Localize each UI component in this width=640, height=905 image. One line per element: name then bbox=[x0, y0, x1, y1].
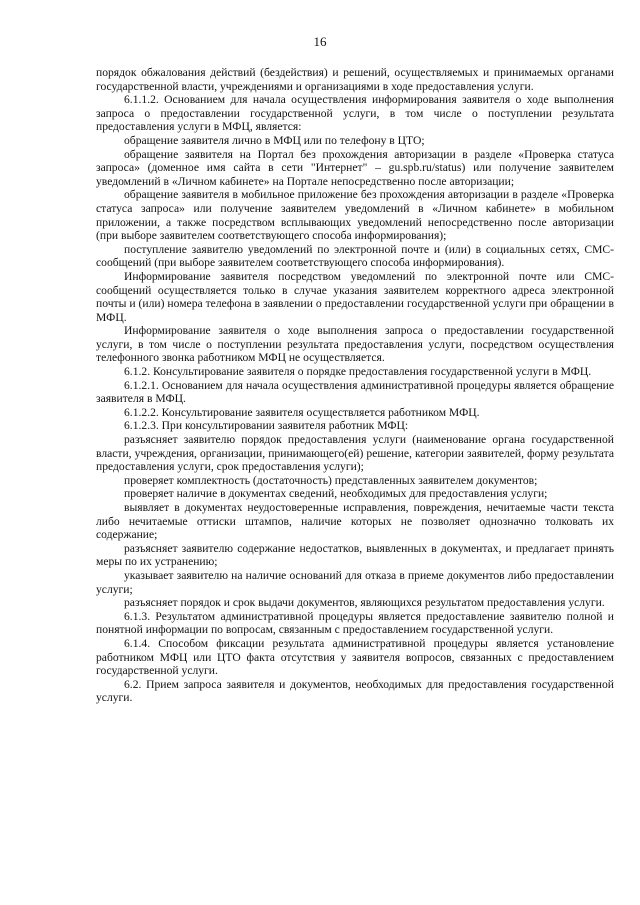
paragraph: выявляет в документах неудостоверенные исправления, повреждения, нечитаемые части текста либо нечитаемые оттиски штампов, наличие которых не позволяет однозначно толковать их содержание; bbox=[96, 501, 614, 542]
paragraph: Информирование заявителя о ходе выполнения запроса о предоставлении государственной услуги, в том числе о поступлении результата предоставления услуги, посредством осуществления телефонного звонка работником МФЦ не осуществляется. bbox=[96, 324, 614, 365]
paragraph: разъясняет заявителю содержание недостатков, выявленных в документах, и предлагает принять меры по их устранению; bbox=[96, 541, 614, 569]
paragraph: 6.1.1.2. Основанием для начала осуществления информирования заявителя о ходе выполнения запроса о предоставлении государственной услуги, в том числе о поступлении результата предоставления услуги в МФЦ, является: bbox=[96, 93, 614, 134]
page-number: 16 bbox=[313, 34, 327, 49]
paragraph: 6.1.2.3. При консультировании заявителя работник МФЦ: bbox=[124, 419, 409, 433]
paragraph: Информирование заявителя посредством уведомлений по электронной почте или СМС-сообщений осуществляется только в случае указания заявителем корректного адреса электронной почты и (или) номера телефона в заявлении о предоставлении государственной услуги при обращении в МФЦ. bbox=[96, 269, 614, 324]
paragraph: 6.1.4. Способом фиксации результата административной процедуры является установление работником МФЦ или ЦТО факта отсутствия у заявителя вопросов, связанных с предоставлением государственной услуги. bbox=[96, 636, 614, 678]
paragraph: обращение заявителя в мобильное приложение без прохождения авторизации в разделе «Проверка статуса запроса» или получение заявителем уведомлений в «Личном кабинете» в мобильном приложении, а также посредством всплывающих уведомлений непосредственно после авторизации (при выборе заявителем соответствующего способа информирования); bbox=[96, 188, 614, 243]
paragraph: 6.1.2. Консультирование заявителя о порядке предоставления государственной услуги в МФЦ. bbox=[124, 365, 592, 379]
paragraph: разъясняет порядок и срок выдачи документов, являющихся результатом предоставления услуги. bbox=[124, 596, 605, 610]
paragraph: проверяет комплектность (достаточность) представленных заявителем документов; bbox=[124, 473, 538, 487]
paragraph: поступление заявителю уведомлений по электронной почте и (или) в социальных сетях, СМС-сообщений (при выборе заявителем соответствующего способа информирования). bbox=[96, 242, 614, 270]
paragraph: порядок обжалования действий (бездействия) и решений, осуществляемых и принимаемых органами государственной власти, учреждениями и организациями в ходе предоставления услуги. bbox=[96, 66, 614, 93]
paragraph: 6.1.3. Результатом административной процедуры является предоставление заявителю полной и понятной информации по вопросам, связанным с предоставлением государственной услуги. bbox=[96, 609, 614, 637]
paragraph: разъясняет заявителю порядок предоставления услуги (наименование органа государственной власти, учреждения, организации, принимающего(ей) решение, категории заявителей, форму результата предоставления услуги, срок предоставления услуги); bbox=[96, 433, 614, 474]
paragraph: 6.1.2.1. Основанием для начала осуществления административной процедуры является обращение заявителя в МФЦ. bbox=[96, 378, 614, 406]
paragraph: указывает заявителю на наличие оснований для отказа в приеме документов либо предоставлении услуги; bbox=[96, 568, 614, 596]
paragraph: обращение заявителя лично в МФЦ или по телефону в ЦТО; bbox=[124, 133, 425, 147]
document-body bbox=[96, 66, 614, 705]
paragraph: обращение заявителя на Портал без прохождения авторизации в разделе «Проверка статуса запроса» (доменное имя сайта в сети "Интернет" – gu.spb.ru/status) или получение заявителем уведомлений в «Личном кабинете» на Портале непосредственно после авторизации; bbox=[96, 147, 614, 188]
paragraph: 6.2. Прием запроса заявителя и документов, необходимых для предоставления государственной услуги. bbox=[96, 677, 614, 705]
paragraph: 6.1.2.2. Консультирование заявителя осуществляется работником МФЦ. bbox=[124, 405, 480, 419]
paragraph: проверяет наличие в документах сведений, необходимых для предоставления услуги; bbox=[124, 487, 548, 501]
